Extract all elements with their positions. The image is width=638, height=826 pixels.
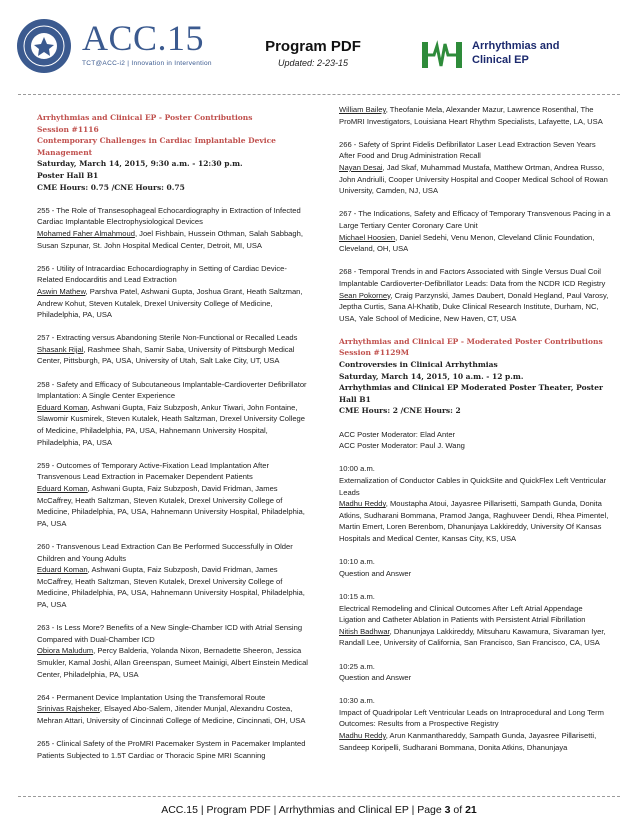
session-cme: CME Hours: 0.75 /CNE Hours: 0.75 (37, 182, 185, 192)
talk-authors: , Arun Kanmanthareddy, Sampath Gunda, Jayasree Pillarisetti, Sandeep Koripelli, Sudharani Bommana, Donita Atkins, Dhanunjaya (339, 731, 597, 752)
talk-entry (339, 591, 611, 649)
session-location: Arrhythmias and Clinical EP Moderated Poster Theater, Poster Hall B1 (339, 383, 603, 404)
presenter-link[interactable]: Srinivas Rajsheker (37, 704, 100, 714)
presenter-link[interactable]: Nitish Badhwar (339, 626, 390, 636)
presenter-link[interactable]: Nayan Desai (339, 162, 383, 172)
abstract-authors: , Theofanie Mela, Alexander Mazur, Lawrence Rosenthal, The ProMRI Investigators, Louisiana Heart Rhythm Specialists, Lafayette, LA, USA (339, 105, 603, 126)
talk-title: Question and Answer (339, 673, 412, 683)
talk-title: Question and Answer (339, 568, 412, 578)
presenter-link[interactable]: Mohamed Faher Almahmoud (37, 228, 135, 238)
abstract-title: 268 - Temporal Trends in and Factors Associated with Single Versus Dual Coil Implantable Cardioverter-Defibrillator Leads: Data from the NCDR ICD Registry (339, 267, 606, 288)
abstract-entry (37, 738, 309, 761)
abstract-authors: , Ashwani Gupta, Faiz Subzposh, David Fridman, James McCaffrey, Heath Saltzman, Steven Kutalek, Drexel University College of Medicine, Philadelphia, PA, USA, Hahnemann University Hospital, Philadelphia, PA, USA (37, 565, 305, 609)
talk-time: 10:10 a.m. (339, 557, 375, 567)
abstract-authors: , Rashmee Shah, Samir Saba, University of Pittsburgh Medical Center, Pittsburgh, PA, USA, University of Utah, Salt Lake City, UT, USA (37, 344, 295, 366)
topic-title-line1: Arrhythmias and (472, 40, 560, 52)
moderator-line: ACC Poster Moderator: Paul J. Wang (339, 441, 465, 451)
talk-authors: , Moustapha Atoui, Jayasree Pillarisetti, Sampath Gunda, Donita Atkins, Sudharani Bommana, Pramod Janga, Raghuveer Dendi, Rhea Pimentel, Martin Emert, Loren Berenbom, Dhanunjaya Lakkireddy, University Of Kansas Hospitals and Medical Center, Kansas City, KS, USA (339, 499, 609, 543)
right-column (339, 104, 611, 765)
footer-text: ACC.15 | Program PDF | Arrhythmias and Clinical EP | Page (161, 804, 445, 816)
talk-title: Externalization of Conductor Cables in QuickSite and QuickFlex Left Ventricular Leads (339, 476, 607, 497)
acc-tagline: TCT@ACC-i2 | Innovation in Intervention (82, 60, 212, 67)
abstract-authors: , Craig Parzynski, James Daubert, Donald Hegland, Paul Varosy, Jeptha Curtis, Sana Al-Khatib, Duke Clinical Research Institute, Durham, NC, USA, Yale School of Medicine, New Haven, CT, USA (339, 290, 609, 323)
abstract-entry (339, 266, 611, 324)
abstract-authors: , Parshva Patel, Ashwani Gupta, Joshua Grant, Heath Saltzman, Andrew Kohut, Steven Kutalek, Drexel University College of Medicine, Philadelphia, PA, USA (37, 286, 303, 320)
presenter-link[interactable]: Aswin Mathew (37, 286, 86, 296)
updated-date: Updated: 2-23-15 (277, 58, 349, 68)
abstract-entry (37, 332, 309, 367)
topic-title (472, 39, 559, 67)
abstract-entry (37, 379, 309, 449)
page-total: 21 (465, 804, 477, 816)
page-header (0, 0, 638, 92)
session-time: Saturday, March 14, 2015, 9:30 a.m. - 12:30 p.m. (37, 159, 243, 169)
abstract-entry (37, 263, 309, 321)
presenter-link[interactable]: Sean Pokorney (339, 290, 391, 300)
abstract-authors: , Ashwani Gupta, Faiz Subzposh, Ankur Tiwari, John Fontaine, Slawomir Kusmirek, Steven Kutalek, Heath Saltzman, Drexel University College of Medicine, Philadelphia, PA, USA, Hahnemann University Hospital, Philadelphia, PA, USA (37, 402, 305, 447)
talk-time: 10:00 a.m. (339, 464, 375, 474)
abstract-title: 266 - Safety of Sprint Fidelis Defibrillator Laser Lead Extraction Seven Years After Food and Drug Administration Recall (339, 139, 596, 161)
talk-time: 10:15 a.m. (339, 591, 375, 601)
talk-entry (339, 556, 611, 579)
abstract-title: 258 - Safety and Efficacy of Subcutaneous Implantable-Cardioverter Defibrillator Implantation: A Single Center Experience (37, 379, 307, 401)
footer-divider (18, 796, 620, 797)
talk-entry (339, 695, 611, 753)
page-number: 3 (444, 804, 451, 816)
abstract-title: 256 - Utility of Intracardiac Echocardiography in Setting of Cardiac Device-Related Endocarditis and Lead Extraction (37, 263, 287, 285)
session-number: Session #1116 (37, 124, 99, 134)
abstract-entry (37, 692, 309, 727)
abstract-title: 259 - Outcomes of Temporary Active-Fixation Lead Implantation After Transvenous Lead Extraction in Pacemaker Dependent Patients (37, 460, 270, 482)
talk-authors: , Dhanunjaya Lakkireddy, Mitsuharu Kawamura, Sivaraman Iyer, Randall Lee, University of California, San Francisco, San Francisco, CA, USA (339, 626, 606, 648)
moderator-line: ACC Poster Moderator: Elad Anter (339, 429, 456, 439)
session-cme: CME Hours: 2 /CNE Hours: 2 (339, 406, 461, 416)
session-number: Session #1129M (339, 348, 410, 358)
presenter-link[interactable]: Eduard Koman (37, 484, 88, 493)
presenter-link[interactable]: Madhu Reddy (339, 731, 386, 741)
acc-logo-text: ACC.15 (82, 18, 205, 58)
talk-title: Impact of Quadripolar Left Ventricular Leads on Intraprocedural and Long Term Outcomes: Results from a Prospective Registry (339, 707, 604, 729)
presenter-link[interactable]: Shasank Rijal (37, 344, 84, 354)
topic-title-line2: Clinical EP (472, 54, 529, 66)
session-name: Contemporary Challenges in Cardiac Implantable Device Management (37, 136, 276, 157)
ep-waveform-logo (420, 38, 464, 72)
abstract-entry (37, 622, 309, 680)
section-title: Arrhythmias and Clinical EP - Moderated Poster Contributions (339, 336, 603, 346)
abstract-title: 264 - Permanent Device Implantation Using the Transfemoral Route (37, 692, 266, 702)
program-title: Program PDF (265, 38, 361, 55)
talk-entry (339, 661, 611, 684)
abstract-title: 265 - Clinical Safety of the ProMRI Pacemaker System in Pacemaker Implanted Patients Subjected to 1.5T Cardiac or Thoracic Spine MRI Scanning (37, 739, 306, 760)
session-location: Poster Hall B1 (37, 170, 99, 180)
abstract-title: 257 - Extracting versus Abandoning Sterile Non-Functional or Recalled Leads (37, 333, 298, 343)
abstract-authors: , Joel Fishbain, Hussein Othman, Salah Sabbagh, Susan Szpunar, St. John Hospital Medical Center, Detroit, MI, USA (37, 228, 303, 250)
abstract-title: 263 - Is Less More? Benefits of a New Single-Chamber ICD with Atrial Sensing Compared with Dual-Chamber ICD (37, 623, 303, 644)
talk-time: 10:25 a.m. (339, 661, 375, 671)
abstract-title: 267 - The Indications, Safety and Efficacy of Temporary Transvenous Pacing in a Large Tertiary Center Coronary Care Unit (339, 209, 611, 230)
abstract-title: 260 - Transvenous Lead Extraction Can Be Performed Successfully in Older Children and Young Adults (37, 541, 293, 563)
abstract-entry (37, 460, 309, 530)
presenter-link[interactable]: William Bailey (339, 105, 386, 114)
abstract-authors: , Elsayed Abo-Salem, Jitender Munjal, Alexandru Costea, Mehran Attari, University of Cincinnati College of Medicine, Cincinnati, OH, USA (37, 704, 306, 725)
session-time: Saturday, March 14, 2015, 10 a.m. - 12 p.m. (339, 371, 524, 381)
talk-time: 10:30 a.m. (339, 696, 375, 706)
abstract-entry (37, 205, 309, 251)
presenter-link[interactable]: Madhu Reddy (339, 499, 386, 509)
abstract-authors: , Daniel Sedehi, Venu Menon, Cleveland Clinic Foundation, Cleveland, OH, USA (339, 232, 595, 254)
presenter-link[interactable]: Michael Hoosien (339, 232, 396, 242)
left-column (37, 112, 309, 773)
abstract-authors: , Jad Skaf, Muhammad Mustafa, Matthew Ortman, Andrea Russo, John Andriulli, Cooper University Hospital and Cooper Medical School of Rowan University, Camden, NJ, USA (339, 162, 608, 196)
abstract-entry (339, 139, 611, 197)
session-name: Controversies in Clinical Arrhythmias (339, 360, 498, 370)
header-divider (18, 94, 620, 95)
talk-entry (339, 463, 611, 544)
page-footer (0, 804, 638, 816)
presenter-link[interactable]: Eduard Koman (37, 402, 88, 412)
section-title: Arrhythmias and Clinical EP - Poster Contributions (37, 113, 253, 122)
abstract-authors: , Ashwani Gupta, Faiz Subzposh, David Fridman, James McCaffrey, Heath Saltzman, Steven Kutalek, Drexel University College of Medicine, Philadelphia, PA, USA, Hahnemann University Hospital, Philadelphia, PA, USA (37, 484, 305, 528)
presenter-link[interactable]: Obiora Maludum (37, 646, 94, 656)
abstract-entry (339, 208, 611, 254)
acc-seal-logo (16, 18, 72, 74)
abstract-authors: , Percy Balderia, Yolanda Nixon, Bernadette Sheeron, Jessica Smukler, Kamal Joshi, Allan Greenspan, Sumeet Mainigi, Albert Einstein Medical Center, Philadelphia, PA, USA (37, 646, 308, 679)
talk-title: Electrical Remodeling and Clinical Outcomes After Left Atrial Appendage Ligation and Catheter Ablation in Patients with Persistent Atrial Fibrillation (339, 603, 586, 625)
abstract-entry-continued (339, 104, 611, 127)
abstract-entry (37, 541, 309, 611)
footer-of: of (450, 804, 466, 816)
presenter-link[interactable]: Eduard Koman (37, 565, 88, 575)
abstract-title: 255 - The Role of Transesophageal Echocardiography in Extraction of Infected Cardiac Implantable Electrophysiological Devices (37, 205, 301, 227)
